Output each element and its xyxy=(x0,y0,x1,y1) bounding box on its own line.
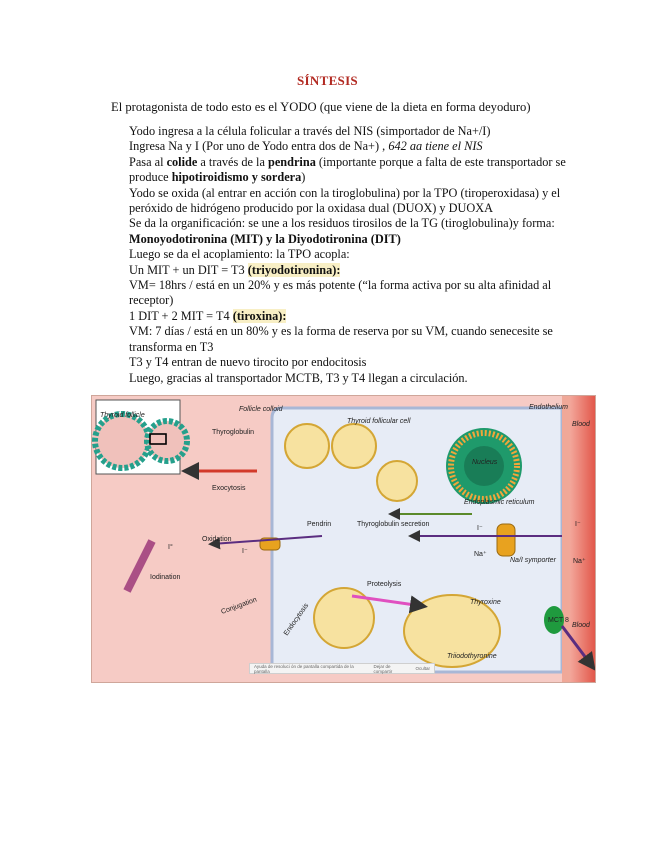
list-item xyxy=(111,186,571,217)
label-iodide-mid: I⁻ xyxy=(477,525,483,532)
list-text-run: (tiroxina): xyxy=(232,308,287,323)
blood-vessel xyxy=(570,396,595,682)
list-text-run: T3 y T4 entran de nuevo tirocito por endocitosis xyxy=(129,355,367,370)
hide-button[interactable]: Ocultar xyxy=(415,666,430,671)
list-text-run: 1 DIT + 2 MIT = T4 xyxy=(129,308,233,323)
list-item xyxy=(111,124,571,139)
list-marker xyxy=(111,309,129,355)
thyroid-synthesis-figure xyxy=(91,395,596,683)
list-marker xyxy=(111,216,129,247)
list-marker xyxy=(111,247,129,262)
list-text xyxy=(129,371,571,386)
list-item xyxy=(111,355,571,370)
label-blood-top: Blood xyxy=(572,421,590,428)
synthesis-steps-list xyxy=(111,124,571,386)
label-iodide-right: I⁻ xyxy=(575,521,581,528)
label-exocytosis: Exocytosis xyxy=(212,485,246,492)
list-text-run: Ingresa Na y I (Por uno de Yodo entra dos de Na+) , xyxy=(129,139,389,154)
label-oxidation: Oxidation xyxy=(202,536,232,543)
label-na-right: Na⁺ xyxy=(573,558,586,565)
label-endocytosis: Endocytosis xyxy=(282,602,311,638)
label-er: Endoplasmic reticulum xyxy=(464,499,535,506)
list-marker xyxy=(111,124,129,139)
list-item xyxy=(111,309,571,355)
list-text-run: Se da la organificación: se une a los residuos tirosilos de la TG (tiroglobulina)y forma: xyxy=(129,216,555,231)
list-text-run: a través de la xyxy=(197,154,268,169)
list-text-run: pendrina xyxy=(268,154,316,169)
list-text-run: Pasa al xyxy=(129,154,167,169)
list-text-run: hipotiroidismo y sordera xyxy=(171,170,302,185)
label-thyroglobulin-secretion: Thyroglobulin secretion xyxy=(357,521,430,528)
label-pendrin: Pendrin xyxy=(307,521,332,528)
label-thyroxine: Thyroxine xyxy=(470,599,501,606)
list-marker xyxy=(111,355,129,370)
label-mct8: MCT 8 xyxy=(548,617,569,624)
label-thyroid-follicle: Thyroid follicle xyxy=(100,412,145,419)
label-thyroid-follicular-cell: Thyroid follicular cell xyxy=(347,418,411,425)
label-thyroglobulin: Thyroglobulin xyxy=(212,429,255,436)
label-iodination: Iodination xyxy=(150,574,181,581)
list-text xyxy=(129,216,571,247)
list-item xyxy=(111,371,571,386)
label-na-left: Na⁺ xyxy=(474,551,487,558)
list-item xyxy=(111,247,571,262)
list-item xyxy=(111,139,571,154)
list-text xyxy=(129,124,571,139)
list-marker xyxy=(111,371,129,386)
list-text xyxy=(129,186,571,217)
list-text-run: Un MIT + un DIT = T3 xyxy=(129,262,248,277)
label-nucleus: Nucleus xyxy=(472,459,498,466)
label-iodide-left: I⁻ xyxy=(242,548,248,555)
list-marker xyxy=(111,186,129,217)
list-item xyxy=(111,263,571,309)
page-title: SÍNTESIS xyxy=(297,73,358,88)
list-text xyxy=(129,247,571,262)
stop-sharing-button[interactable]: Dejar de compartir xyxy=(373,663,393,674)
label-blood-bottom: Blood xyxy=(572,622,590,629)
list-marker xyxy=(111,139,129,154)
list-text-run: VM: 7 días / está en un 80% y es la forma de reserva por su VM, cuando senecesite se transforma en T3 xyxy=(129,324,553,354)
list-text xyxy=(129,309,571,355)
screen-share-toast xyxy=(249,663,435,674)
list-text-run: (importante porque a falta de este transportador se produce xyxy=(129,154,566,185)
label-nai-symporter: Na/I symporter xyxy=(510,557,556,564)
list-text-run: Luego, gracias al transportador MCTB, T3 y T4 llegan a circulación. xyxy=(129,370,468,385)
toast-message: Ayuda de resoluci ón de pantalla compartida de la pantalla xyxy=(254,663,354,674)
list-text xyxy=(129,355,571,370)
label-iodine: I° xyxy=(168,544,173,551)
label-triiodothyronine: Triiodothyronine xyxy=(447,653,497,660)
list-text-run: Monoyodotironina (MIT) y la Diyodotironina (DIT) xyxy=(129,231,401,246)
list-marker xyxy=(111,155,129,186)
list-text xyxy=(129,263,571,309)
list-text-run: Luego se da el acoplamiento: la TPO acopla: xyxy=(129,247,350,262)
list-text-run: Yodo se oxida (al entrar en acción con la tiroglobulina) por la TPO (tiroperoxidasa) y el peróxido de hidrógeno producido por la oxidasa dual (DUOX) y DUOXA xyxy=(129,185,561,216)
label-conjugation: Conjugation xyxy=(220,596,258,616)
list-text xyxy=(129,139,571,154)
list-text xyxy=(129,155,571,186)
list-item xyxy=(111,216,571,247)
label-endothelium: Endothelium xyxy=(529,404,568,411)
list-text-run: (triyodotironina): xyxy=(247,262,341,277)
list-text-run: VM= 18hrs / está en un 20% y es más potente (“la forma activa por su alta afinidad al receptor) xyxy=(129,278,552,308)
list-text-run: 642 aa tiene el NIS xyxy=(388,139,483,154)
list-text-run: colide xyxy=(166,154,198,169)
list-text-run: Yodo ingresa a la célula folicular a través del NIS (simportador de Na+/I) xyxy=(129,124,491,138)
label-follicle-colloid: Follicle colloid xyxy=(239,406,283,413)
label-proteolysis: Proteolysis xyxy=(367,581,402,588)
intro-paragraph: El protagonista de todo esto es el YODO (que viene de la dieta en forma deyoduro) xyxy=(111,100,531,114)
list-text-run: ) xyxy=(301,170,306,185)
list-marker xyxy=(111,263,129,309)
list-item xyxy=(111,155,571,186)
